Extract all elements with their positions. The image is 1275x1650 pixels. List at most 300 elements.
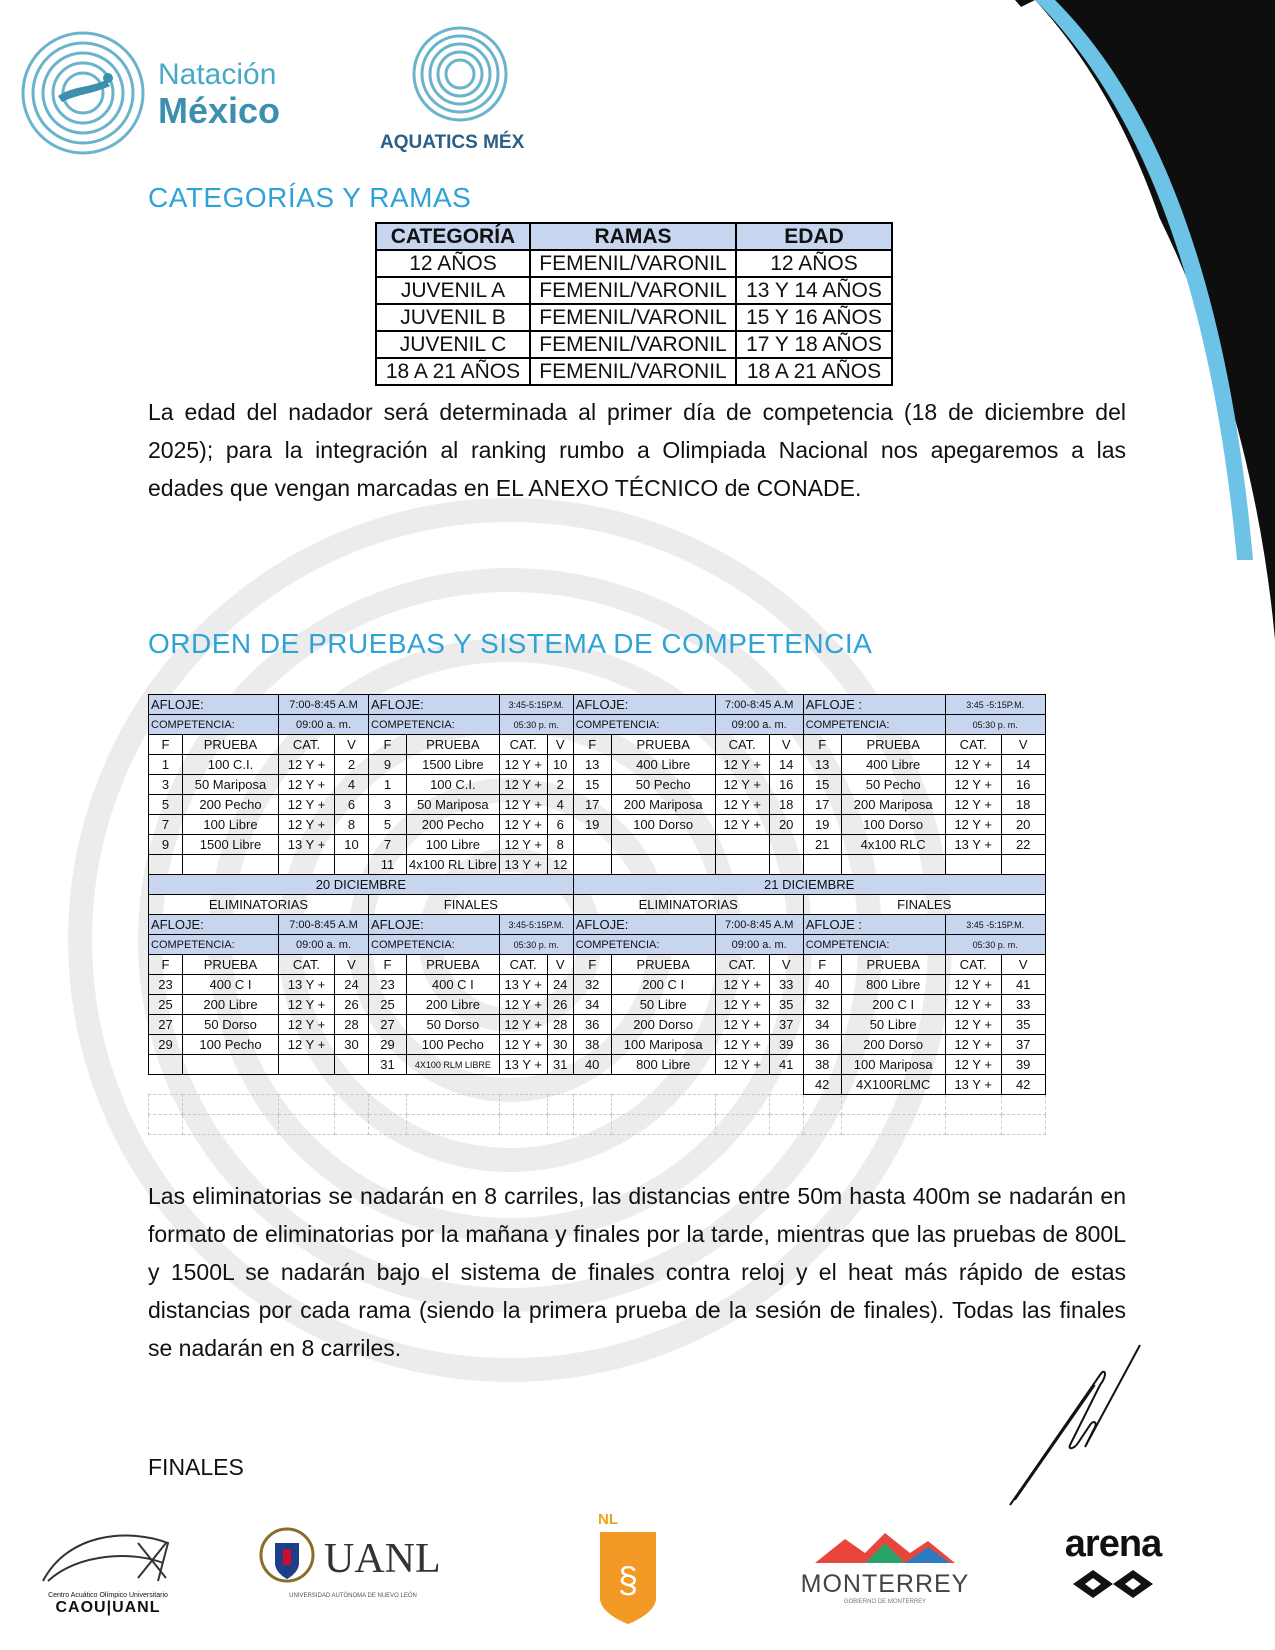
table-row	[149, 795, 1046, 815]
schedule-cell: 19	[803, 815, 841, 835]
afloje-time: 3:45-5:15P.M.	[499, 915, 573, 935]
schedule-cell: 16	[769, 775, 803, 795]
schedule-cell: 34	[803, 1015, 841, 1035]
caou-text: CAOU|UANL	[55, 1599, 161, 1616]
table-row	[149, 995, 1046, 1015]
schedule-cell: 26	[547, 995, 573, 1015]
empty-cell	[841, 1095, 945, 1115]
schedule-cell: 12 Y +	[945, 975, 1001, 995]
afloje-time: 7:00-8:45 A.M	[715, 695, 803, 715]
schedule-cell: 12 Y +	[499, 995, 547, 1015]
schedule-cell: 31	[369, 1055, 407, 1075]
column-header: CAT.	[279, 735, 335, 755]
day-label: 20 DICIEMBRE	[149, 875, 574, 895]
schedule-cell: 100 Pecho	[183, 1035, 279, 1055]
column-header: PRUEBA	[407, 955, 500, 975]
afloje-time: 3:45 -5:15P.M.	[945, 915, 1045, 935]
schedule-cell: 12 Y +	[499, 795, 547, 815]
table-cell: 12 AÑOS	[736, 250, 892, 277]
schedule-cell	[769, 835, 803, 855]
afloje-time: 7:00-8:45 A.M	[279, 695, 369, 715]
schedule-cell: 1500 Libre	[407, 755, 500, 775]
schedule-cell: 30	[335, 1035, 369, 1055]
schedule-cell: 14	[769, 755, 803, 775]
schedule-cell: 18	[769, 795, 803, 815]
table-row	[376, 277, 892, 304]
schedule-cell	[547, 1075, 573, 1095]
empty-cell	[769, 1115, 803, 1135]
schedule-cell: 12 Y +	[279, 995, 335, 1015]
schedule-cell: 41	[769, 1055, 803, 1075]
schedule-cell: 12 Y +	[499, 755, 547, 775]
afloje-time: 3:45 -5:15P.M.	[945, 695, 1045, 715]
empty-cell	[803, 1095, 841, 1115]
paragraph-eliminatorias: Las eliminatorias se nadarán en 8 carriles, las distancias entre 50m hasta 400m se nadarán en formato de eliminatorias por la mañana y finales por la tarde, mientras que las pruebas de 800L y 1500L se nadarán bajo el sistema de finales contra reloj y el heat más rápido de estas distancias por cada rama (siendo la primera prueba de la sesión de finales). Todas las finales se nadarán en 8 carriles.	[148, 1183, 1126, 1361]
schedule-cell: 13	[803, 755, 841, 775]
column-header: F	[369, 955, 407, 975]
section-title-orden: ORDEN DE PRUEBAS Y SISTEMA DE COMPETENCIA	[148, 628, 873, 659]
schedule-cell: 100 Mariposa	[841, 1055, 945, 1075]
schedule-cell	[149, 1055, 183, 1075]
schedule-cell: 200 C I	[611, 975, 715, 995]
schedule-cell	[611, 835, 715, 855]
table-row	[149, 835, 1046, 855]
competencia-label: COMPETENCIA:	[149, 715, 279, 735]
column-header: CAT.	[945, 955, 1001, 975]
schedule-cell: 28	[547, 1015, 573, 1035]
arena-diamonds-icon	[1068, 1566, 1158, 1602]
schedule-cell: 25	[149, 995, 183, 1015]
schedule-cell: 100 C.I.	[407, 775, 500, 795]
column-header: V	[769, 955, 803, 975]
schedule-cell: 27	[369, 1015, 407, 1035]
table-row	[376, 304, 892, 331]
schedule-cell: 200 Pecho	[407, 815, 500, 835]
schedule-cell	[149, 1075, 183, 1095]
schedule-cell: 39	[1001, 1055, 1045, 1075]
schedule-cell: 200 Mariposa	[611, 795, 715, 815]
table-cell: JUVENIL B	[376, 304, 530, 331]
day-label: 21 DICIEMBRE	[573, 875, 1045, 895]
schedule-cell	[335, 1055, 369, 1075]
schedule-cell: 200 Mariposa	[841, 795, 945, 815]
logo-line1: Natación	[158, 58, 277, 91]
caou-small: Centro Acuático Olímpico Universitario	[48, 1592, 168, 1599]
column-header: PRUEBA	[841, 735, 945, 755]
nl-badge-icon	[598, 1528, 658, 1628]
schedule-cell	[803, 855, 841, 875]
schedule-cell: 41	[1001, 975, 1045, 995]
schedule-cell	[573, 855, 611, 875]
table-row	[149, 775, 1046, 795]
column-header: F	[573, 955, 611, 975]
schedule-cell: 15	[803, 775, 841, 795]
schedule-cell: 9	[149, 835, 183, 855]
empty-cell	[803, 1115, 841, 1135]
schedule-cell	[369, 1075, 407, 1095]
schedule-cell: 13 Y +	[279, 975, 335, 995]
table-row	[376, 250, 892, 277]
column-header: F	[369, 735, 407, 755]
schedule-cell: 12 Y +	[279, 815, 335, 835]
schedule-cell	[279, 1055, 335, 1075]
schedule-cell: 12 Y +	[715, 1015, 769, 1035]
schedule-cell: 12 Y +	[945, 795, 1001, 815]
schedule-cell: 12 Y +	[499, 1015, 547, 1035]
empty-cell	[945, 1095, 1001, 1115]
schedule-cell: 12 Y +	[715, 1055, 769, 1075]
competencia-label: COMPETENCIA:	[149, 935, 279, 955]
finales-label: FINALES	[148, 1454, 244, 1480]
empty-cell	[279, 1095, 335, 1115]
schedule-cell: 13	[573, 755, 611, 775]
competencia-label: COMPETENCIA:	[803, 935, 945, 955]
competencia-time: 05:30 p. m.	[499, 935, 573, 955]
schedule-cell: 29	[149, 1035, 183, 1055]
schedule-cell: 50 Dorso	[407, 1015, 500, 1035]
table-row	[149, 1055, 1046, 1075]
table-cell: 12 AÑOS	[376, 250, 530, 277]
table-row	[149, 1115, 1046, 1135]
nl-text: NL	[598, 1511, 618, 1528]
column-header: PRUEBA	[183, 955, 279, 975]
schedule-cell: 12	[547, 855, 573, 875]
column-header: F	[803, 955, 841, 975]
schedule-cell: 400 Libre	[611, 755, 715, 775]
schedule-cell: 10	[547, 755, 573, 775]
schedule-cell: 37	[1001, 1035, 1045, 1055]
schedule-cell: 800 Libre	[841, 975, 945, 995]
afloje-label: AFLOJE :	[803, 695, 945, 715]
column-header: V	[1001, 955, 1045, 975]
schedule-cell: 100 Mariposa	[611, 1035, 715, 1055]
arena-text: arena	[1064, 1523, 1162, 1565]
schedule-cell: 20	[1001, 815, 1045, 835]
schedule-cell: 9	[369, 755, 407, 775]
table-cell: 18 A 21 AÑOS	[376, 358, 530, 385]
column-header: CAT.	[715, 735, 769, 755]
rings-icon	[408, 22, 513, 127]
schedule-cell: 24	[547, 975, 573, 995]
schedule-cell: 20	[769, 815, 803, 835]
schedule-cell: 12 Y +	[945, 1055, 1001, 1075]
schedule-cell: 35	[769, 995, 803, 1015]
schedule-cell: 2	[335, 755, 369, 775]
table-cell: FEMENIL/VARONIL	[530, 250, 736, 277]
schedule-cell: 36	[803, 1035, 841, 1055]
afloje-label: AFLOJE:	[149, 915, 279, 935]
table-cell: 13 Y 14 AÑOS	[736, 277, 892, 304]
empty-cell	[149, 1115, 183, 1135]
schedule-cell: 4x100 RLC	[841, 835, 945, 855]
table-cell: FEMENIL/VARONIL	[530, 331, 736, 358]
schedule-cell	[499, 1075, 547, 1095]
schedule-cell: 100 Dorso	[611, 815, 715, 835]
schedule-cell: 12 Y +	[279, 755, 335, 775]
schedule-cell: 12 Y +	[715, 975, 769, 995]
schedule-cell: 1500 Libre	[183, 835, 279, 855]
schedule-cell: 34	[573, 995, 611, 1015]
schedule-cell: 200 Pecho	[183, 795, 279, 815]
column-header: V	[335, 955, 369, 975]
caou-emblem-icon	[38, 1523, 178, 1587]
table-row	[149, 715, 1046, 735]
empty-cell	[715, 1095, 769, 1115]
schedule-cell: 11	[369, 855, 407, 875]
schedule-cell: 12 Y +	[279, 775, 335, 795]
table-cell: JUVENIL C	[376, 331, 530, 358]
schedule-cell: 12 Y +	[715, 795, 769, 815]
monterrey-logo	[800, 1529, 970, 1605]
sponsor-footer	[0, 1505, 1275, 1650]
schedule-cell: 12 Y +	[499, 775, 547, 795]
signature	[990, 1335, 1150, 1515]
competencia-label: COMPETENCIA:	[573, 715, 715, 735]
empty-cell	[183, 1095, 279, 1115]
competencia-time: 09:00 a. m.	[279, 935, 369, 955]
schedule-cell: 3	[369, 795, 407, 815]
schedule-cell: 12 Y +	[715, 755, 769, 775]
schedule-cell: 50 Libre	[841, 1015, 945, 1035]
schedule-cell: 50 Mariposa	[407, 795, 500, 815]
monterrey-small: GOBIERNO DE MONTERREY	[843, 1599, 927, 1605]
schedule-cell: 6	[547, 815, 573, 835]
schedule-cell: 100 Libre	[183, 815, 279, 835]
session-label: ELIMINATORIAS	[149, 895, 369, 915]
monterrey-text: MONTERREY	[800, 1570, 970, 1598]
column-header: F	[149, 735, 183, 755]
schedule-cell: 12 Y +	[499, 815, 547, 835]
session-label: ELIMINATORIAS	[573, 895, 803, 915]
empty-cell	[715, 1115, 769, 1135]
schedule-cell: 200 C I	[841, 995, 945, 1015]
schedule-cell: 30	[547, 1035, 573, 1055]
empty-cell	[335, 1115, 369, 1135]
schedule-cell: 10	[335, 835, 369, 855]
schedule-cell: 19	[573, 815, 611, 835]
table-cell: 15 Y 16 AÑOS	[736, 304, 892, 331]
empty-cell	[611, 1115, 715, 1135]
schedule-cell: 23	[369, 975, 407, 995]
schedule-cell	[183, 1055, 279, 1075]
schedule-cell	[573, 1075, 611, 1095]
schedule-cell: 7	[369, 835, 407, 855]
mountains-icon	[810, 1529, 960, 1565]
schedule-cell: 33	[769, 975, 803, 995]
schedule-cell: 200 Dorso	[841, 1035, 945, 1055]
schedule-cell: 22	[1001, 835, 1045, 855]
schedule-cell: 40	[803, 975, 841, 995]
schedule-cell: 36	[573, 1015, 611, 1035]
column-header: F	[573, 735, 611, 755]
schedule-cell	[769, 855, 803, 875]
schedule-cell: 17	[573, 795, 611, 815]
schedule-cell: 38	[803, 1055, 841, 1075]
schedule-cell: 33	[1001, 995, 1045, 1015]
arena-logo	[1058, 1523, 1168, 1607]
schedule-cell: 25	[369, 995, 407, 1015]
schedule-cell: 14	[1001, 755, 1045, 775]
table-row	[149, 755, 1046, 775]
empty-cell	[547, 1115, 573, 1135]
schedule-cell: 6	[335, 795, 369, 815]
competencia-time: 05:30 p. m.	[499, 715, 573, 735]
schedule-cell: 12 Y +	[715, 775, 769, 795]
uanl-small: UNIVERSIDAD AUTÓNOMA DE NUEVO LEÓN	[289, 1593, 417, 1599]
table-header-row	[376, 223, 892, 250]
table-cell: JUVENIL A	[376, 277, 530, 304]
schedule-cell	[769, 1075, 803, 1095]
column-header: F	[803, 735, 841, 755]
column-header: V	[547, 735, 573, 755]
competencia-label: COMPETENCIA:	[369, 715, 500, 735]
schedule-cell	[335, 1075, 369, 1095]
section-title-categorias: CATEGORÍAS Y RAMAS	[148, 182, 472, 213]
competencia-label: COMPETENCIA:	[573, 935, 715, 955]
empty-cell	[369, 1115, 407, 1135]
empty-cell	[945, 1115, 1001, 1135]
schedule-cell	[1001, 855, 1045, 875]
uanl-shield-icon	[258, 1525, 316, 1593]
column-header: CAT.	[499, 955, 547, 975]
schedule-cell: 8	[335, 815, 369, 835]
table-row	[149, 1095, 1046, 1115]
empty-cell	[499, 1115, 547, 1135]
schedule-cell	[183, 1075, 279, 1095]
empty-cell	[573, 1095, 611, 1115]
schedule-cell: 12 Y +	[945, 815, 1001, 835]
schedule-cell: 400 C I	[407, 975, 500, 995]
column-header: V	[547, 955, 573, 975]
schedule-cell: 200 Libre	[183, 995, 279, 1015]
header-cell: CATEGORÍA	[376, 223, 530, 250]
schedule-cell: 12 Y +	[945, 1035, 1001, 1055]
table-row	[149, 875, 1046, 895]
schedule-cell: 50 Dorso	[183, 1015, 279, 1035]
table-cell: 17 Y 18 AÑOS	[736, 331, 892, 358]
schedule-cell: 16	[1001, 775, 1045, 795]
column-header: PRUEBA	[611, 735, 715, 755]
schedule-cell: 12 Y +	[279, 795, 335, 815]
schedule-cell: 200 Libre	[407, 995, 500, 1015]
column-header: CAT.	[715, 955, 769, 975]
schedule-cell: 100 Libre	[407, 835, 500, 855]
empty-cell	[611, 1095, 715, 1115]
schedule-cell: 4x100 RL Libre	[407, 855, 500, 875]
schedule-cell: 5	[369, 815, 407, 835]
schedule-cell	[611, 1075, 715, 1095]
schedule-cell: 400 Libre	[841, 755, 945, 775]
schedule-cell	[841, 855, 945, 875]
empty-cell	[547, 1095, 573, 1115]
table-row	[149, 815, 1046, 835]
schedule-cell: 12 Y +	[279, 1035, 335, 1055]
schedule-cell: 100 Dorso	[841, 815, 945, 835]
schedule-cell	[573, 835, 611, 855]
schedule-cell: 1	[149, 755, 183, 775]
schedule-cell: 18	[1001, 795, 1045, 815]
empty-cell	[769, 1095, 803, 1115]
schedule-cell: 50 Libre	[611, 995, 715, 1015]
column-header: V	[769, 735, 803, 755]
afloje-label: AFLOJE:	[573, 915, 715, 935]
competencia-time: 09:00 a. m.	[279, 715, 369, 735]
table-row	[149, 955, 1046, 975]
table-cell: 18 A 21 AÑOS	[736, 358, 892, 385]
schedule-cell: 13 Y +	[279, 835, 335, 855]
schedule-cell: 15	[573, 775, 611, 795]
schedule-cell: 17	[803, 795, 841, 815]
schedule-cell: 38	[573, 1035, 611, 1055]
schedule-cell: 40	[573, 1055, 611, 1075]
schedule-cell: 12 Y +	[945, 995, 1001, 1015]
schedule-cell: 5	[149, 795, 183, 815]
schedule-cell	[945, 855, 1001, 875]
column-header: CAT.	[499, 735, 547, 755]
competencia-label: COMPETENCIA:	[803, 715, 945, 735]
schedule-cell: 12 Y +	[715, 1035, 769, 1055]
schedule-cell: 12 Y +	[715, 815, 769, 835]
schedule-cell	[149, 855, 183, 875]
header-cell: EDAD	[736, 223, 892, 250]
column-header: V	[335, 735, 369, 755]
afloje-label: AFLOJE:	[573, 695, 715, 715]
competencia-time: 09:00 a. m.	[715, 935, 803, 955]
schedule-cell: 4X100RLMC	[841, 1075, 945, 1095]
schedule-cell: 50 Pecho	[611, 775, 715, 795]
table-row	[149, 915, 1046, 935]
schedule-cell: 4	[335, 775, 369, 795]
afloje-label: AFLOJE:	[369, 695, 500, 715]
schedule-cell: 35	[1001, 1015, 1045, 1035]
schedule-cell: 12 Y +	[715, 995, 769, 1015]
empty-cell	[1001, 1115, 1045, 1135]
column-header: CAT.	[279, 955, 335, 975]
competencia-label: COMPETENCIA:	[369, 935, 500, 955]
column-header: V	[1001, 735, 1045, 755]
schedule-cell: 800 Libre	[611, 1055, 715, 1075]
empty-cell	[1001, 1095, 1045, 1115]
schedule-cell	[335, 855, 369, 875]
column-header: PRUEBA	[407, 735, 500, 755]
natacion-mexico-logo	[18, 28, 298, 158]
schedule-cell: 12 Y +	[279, 1015, 335, 1035]
aquatics-text: AQUATICS MÉX	[380, 132, 525, 153]
schedule-cell: 1	[369, 775, 407, 795]
table-row	[149, 855, 1046, 875]
nl-logo	[598, 1511, 658, 1633]
column-header: CAT.	[945, 735, 1001, 755]
schedule-cell: 50 Mariposa	[183, 775, 279, 795]
empty-cell	[407, 1115, 500, 1135]
table-row	[149, 695, 1046, 715]
table-cell: FEMENIL/VARONIL	[530, 358, 736, 385]
schedule-cell: 100 Pecho	[407, 1035, 500, 1055]
schedule-cell: 24	[335, 975, 369, 995]
afloje-label: AFLOJE:	[369, 915, 500, 935]
table-row	[149, 1075, 1046, 1095]
schedule-cell: 2	[547, 775, 573, 795]
aquatics-mex-logo	[380, 22, 540, 162]
schedule-cell	[715, 1075, 769, 1095]
decorative-swoosh	[1015, 0, 1275, 640]
schedule-cell: 8	[547, 835, 573, 855]
table-row	[376, 331, 892, 358]
schedule-cell: 42	[803, 1075, 841, 1095]
afloje-label: AFLOJE :	[803, 915, 945, 935]
schedule-cell: 12 Y +	[499, 1035, 547, 1055]
afloje-time: 7:00-8:45 A.M	[279, 915, 369, 935]
